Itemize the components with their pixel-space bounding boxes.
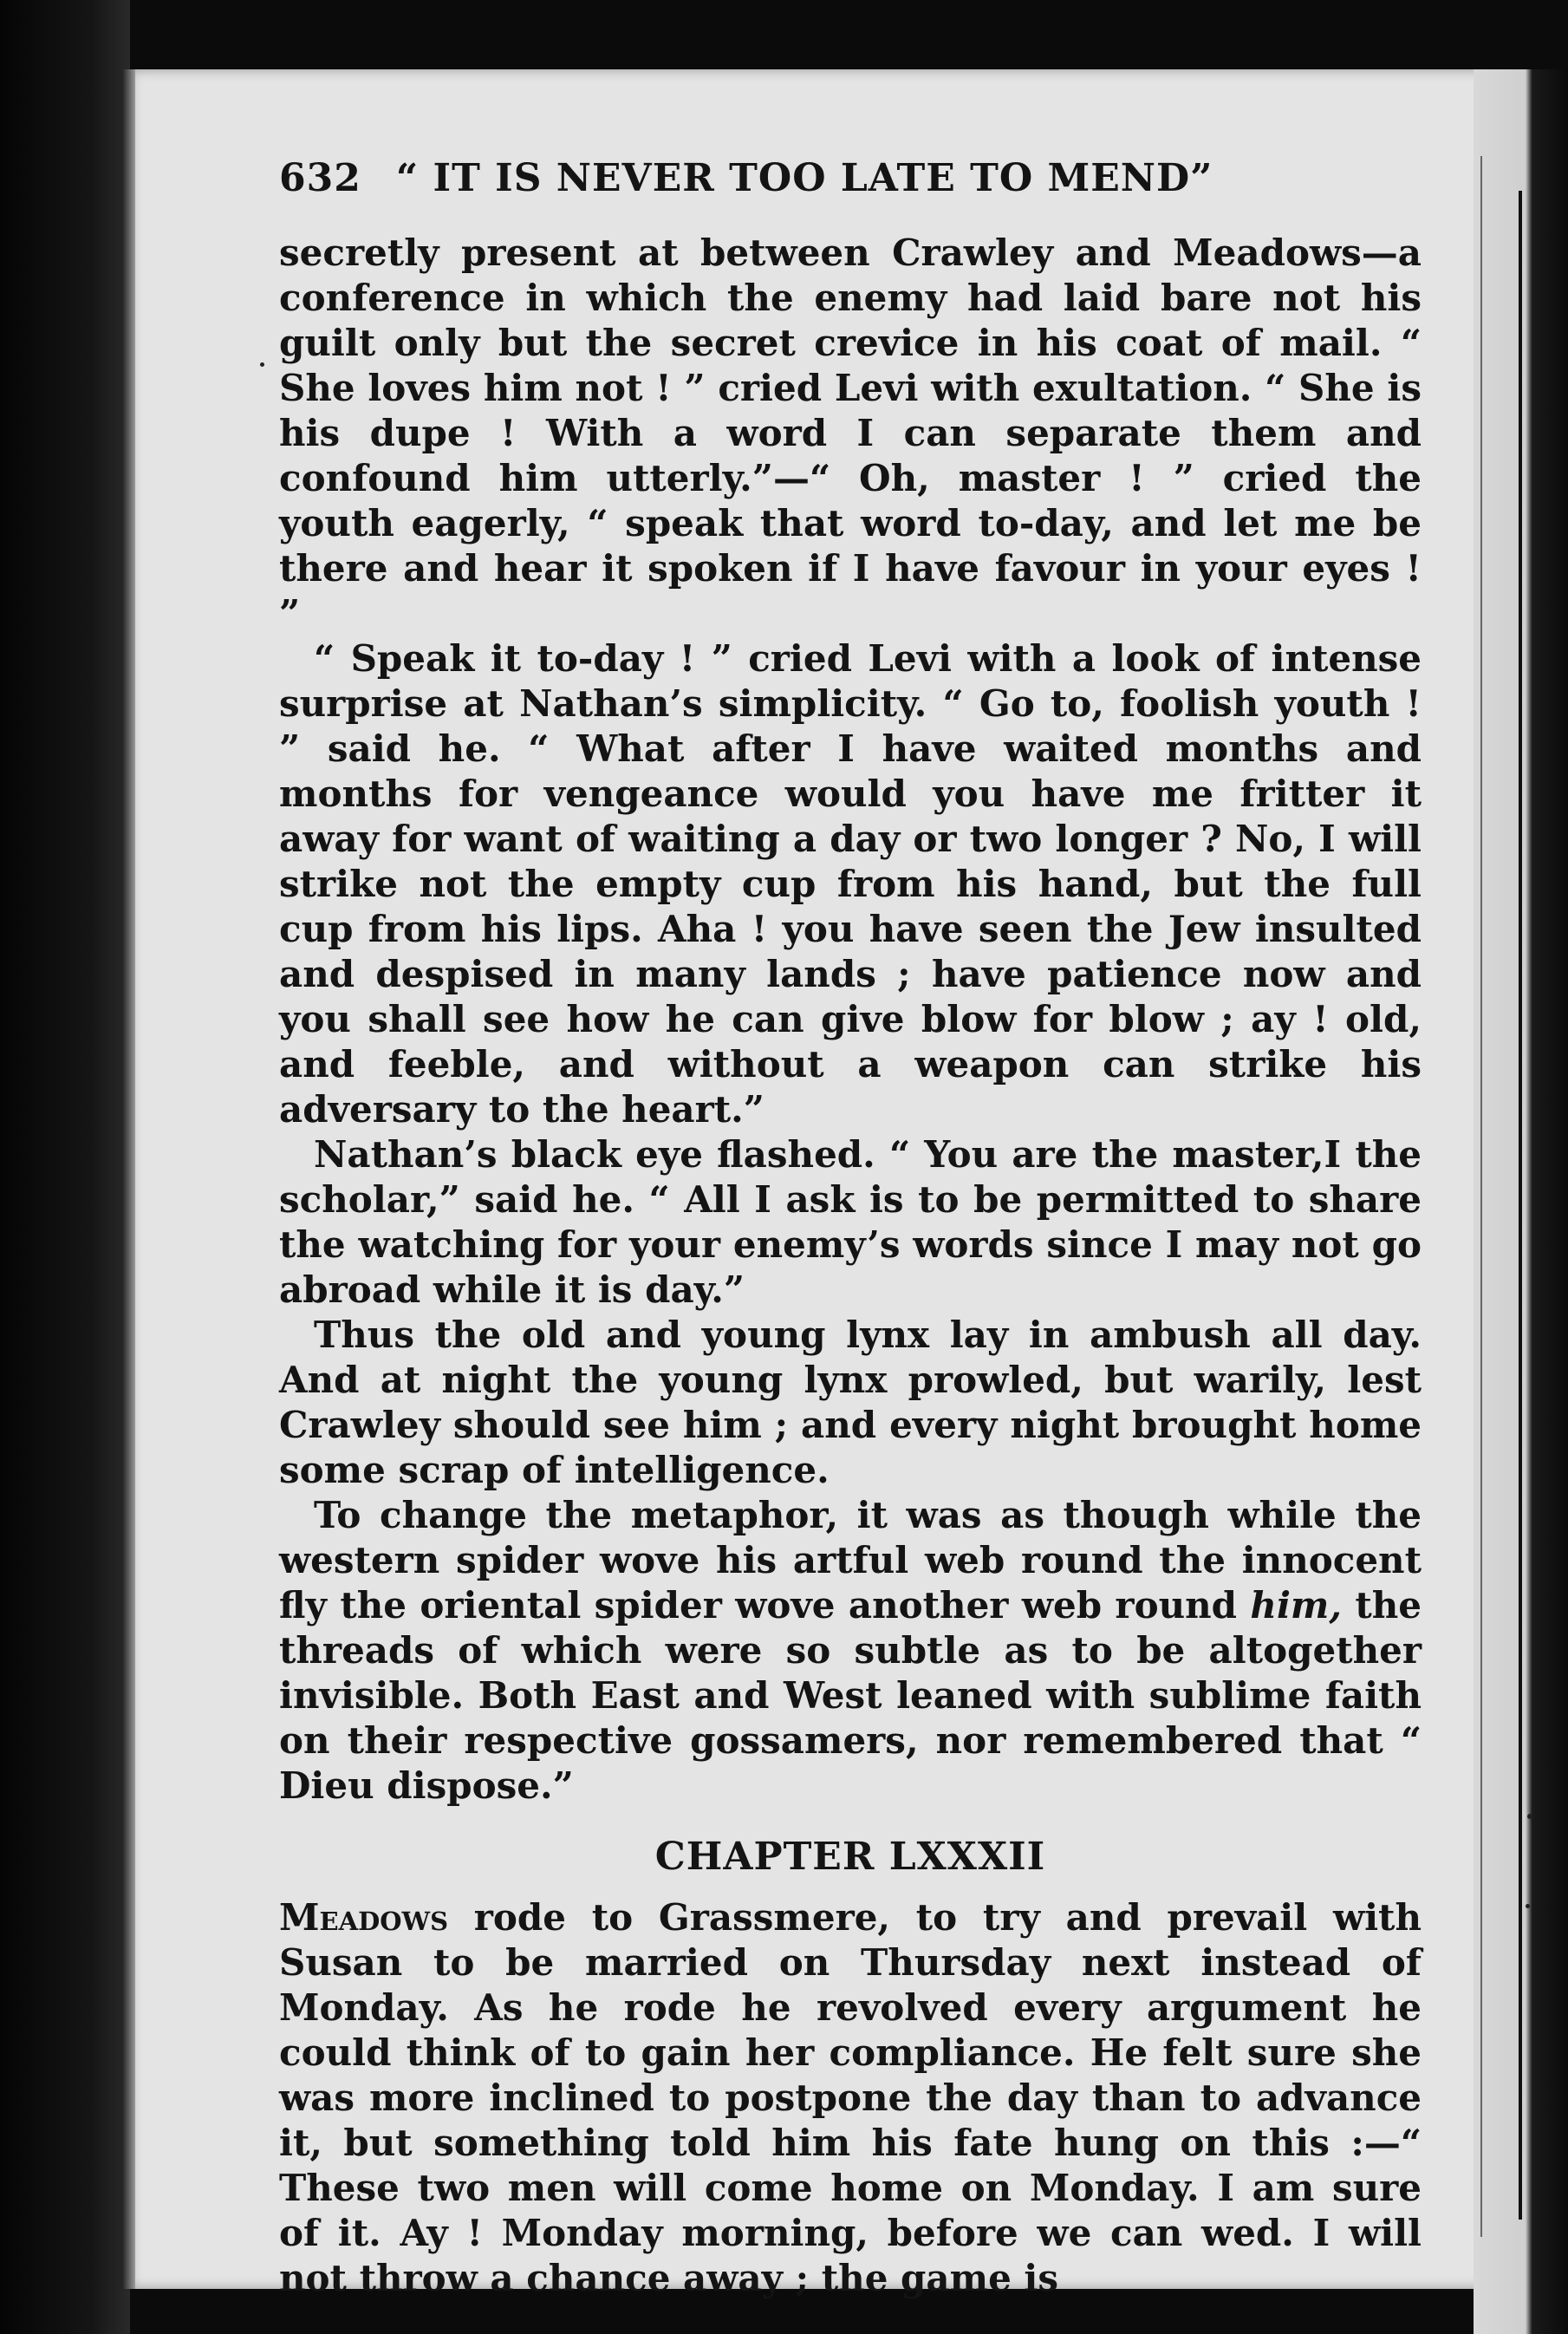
paragraph: [279, 1493, 1422, 1809]
paragraph-text: the threads of which were so subtle as to be altogether invisible. Both East and West leaned with sublime faith on their respective gossamers, nor remembered that “ Dieu dispose.”: [279, 1584, 1422, 1807]
paragraph-text: To change the metaphor, it was as though while the western spider wove his artful web round the innocent fly the oriental spider wove another web round: [279, 1494, 1422, 1627]
paragraph: [279, 1895, 1422, 2301]
dust-speck: [1526, 1904, 1530, 1908]
dust-speck: [1527, 1814, 1532, 1819]
chapter-heading: CHAPTER LXXXII: [654, 1835, 1046, 1879]
chapter-first-word: Meadows: [279, 1896, 449, 1939]
page-fold-line: [1480, 156, 1482, 2237]
page-gutter-line: [1519, 191, 1522, 2220]
italic-word: him,: [1250, 1584, 1342, 1627]
body-text: [279, 231, 1422, 1809]
binding-shadow: [0, 0, 130, 2334]
paragraph: “ Speak it to-day ! ” cried Levi with a look of intense surprise at Nathan’s simplicity. “ Go to, foolish youth ! ” said he. “ What after I have waited months and months for vengeance would you have me fritter it away for want of waiting a day or two longer ? No, I will strike not the empty cup from his hand, but the full cup from his lips. Aha ! you have seen the Jew insulted and despised in many lands ; have patience now and you shall see how he can give blow for blow ; ay ! old, and feeble, and without a weapon can strike his adversary to the heart.”: [279, 637, 1422, 1131]
paragraph: Thus the old and young lynx lay in ambush all day. And at night the young lynx prowled, but warily, lest Crawley should see him ; and every night brought home some scrap of intelligence.: [279, 1314, 1422, 1491]
page-number: 632: [279, 156, 361, 200]
paragraph: secretly present at between Crawley and Meadows—a conference in which the enemy had laid bare not his guilt only but the secret crevice in his coat of mail. “ She loves him not ! ” cried Levi with exultation. “ She is his dupe ! With a word I can separate them and confound him utterly.”—“ Oh, master ! ” cried the youth eagerly, “ speak that word to-day, and let me be there and hear it spoken if I have favour in your eyes ! ”: [279, 231, 1422, 635]
dust-speck: [260, 362, 264, 367]
page-content: [279, 156, 1422, 2301]
running-title: “ IT IS NEVER TOO LATE TO MEND”: [395, 156, 1213, 200]
running-header: [279, 156, 1422, 217]
chapter-text: [279, 1895, 1422, 2301]
paragraph-text: rode to Grassmere, to try and prevail with Susan to be married on Thursday next instead of Monday. As he rode he revolved every argument he could think of to gain her compliance. He felt sure she was more inclined to postpone the day than to advance it, but something told him his fate hung on this :—“ These two men will come home on Monday. I am sure of it. Ay ! Monday morning, before we can wed. I will not throw a chance away ; the game is: [279, 1896, 1422, 2299]
page-left-edge: [123, 69, 135, 2289]
paragraph: Nathan’s black eye flashed. “ You are the master,I the scholar,” said he. “ All I ask is to be permitted to share the watching for your enemy’s words since I may not go abroad while it is day.”: [279, 1133, 1422, 1311]
